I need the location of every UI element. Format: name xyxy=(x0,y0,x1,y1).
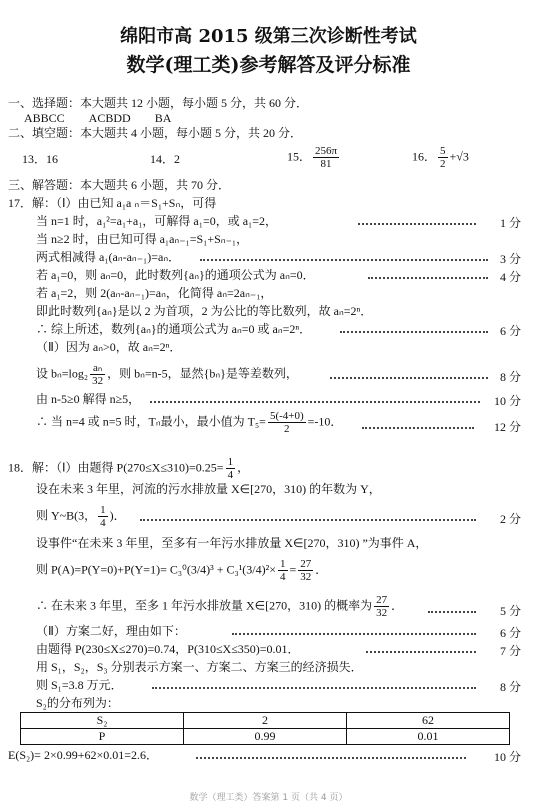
fill-answer-16-fraction xyxy=(438,145,448,170)
fill-answer-13: 13．16 xyxy=(22,152,59,166)
p17-score-1: 1 分 xyxy=(499,216,521,230)
distribution-table xyxy=(20,712,510,745)
p18-line-5-tail: ． xyxy=(315,562,328,577)
p18-line-10: 则 S₁=3.8 万元． xyxy=(36,678,123,692)
fill-answer-15-label: 15． xyxy=(287,149,312,164)
table-row xyxy=(21,713,510,729)
p18-line-8: 由题得 P(230≤X≤270)=0.74，P(310≤X≤350)=0.01． xyxy=(36,642,300,656)
p17-score-3: 3 分 xyxy=(499,252,521,266)
score-leader xyxy=(152,686,476,689)
fill-answer-16-label: 16． xyxy=(412,149,437,164)
fill-answer-15 xyxy=(287,145,341,170)
p18-line-1-tail: ， xyxy=(237,460,250,475)
p17-line-2: 当 n=1 时，a₁²=a₁+a₁，可解得 a₁=0，或 a₁=2， xyxy=(36,214,277,228)
fraction-numerator: 1 xyxy=(227,456,234,468)
p17-line-4: 两式相减得 a₁(aₙ-aₙ₋₁)=aₙ． xyxy=(36,250,181,264)
fraction-numerator: 27 xyxy=(376,594,388,606)
p18-line-3 xyxy=(36,504,126,529)
p18-line-3-tail: )． xyxy=(109,508,126,523)
p18-line-5-fraction-2 xyxy=(298,558,313,583)
table-cell: 62 xyxy=(347,713,510,729)
p18-score-6: 6 分 xyxy=(499,626,521,640)
p17-line-12-fraction xyxy=(268,410,306,435)
section-3-heading: 三、解答题：本大题共 6 小题，共 70 分． xyxy=(8,178,231,192)
fraction-denominator: 32 xyxy=(376,607,388,619)
fraction-denominator: 2 xyxy=(440,158,446,170)
fraction-numerator: 27 xyxy=(300,558,312,570)
score-leader xyxy=(150,400,480,403)
p17-line-3: 当 n≥2 时，由已知可得 a₁aₙ₋₁=S₁+Sₙ₋₁， xyxy=(36,232,249,246)
page-subtitle: 数学(理工类)参考解答及评分标准 xyxy=(126,54,411,76)
fraction-denominator: 4 xyxy=(227,469,234,481)
p17-score-10: 10 分 xyxy=(493,394,521,408)
section-1-heading: 一、选择题：本大题共 12 小题，每小题 5 分，共 60 分． xyxy=(8,96,309,110)
p17-line-8: ∴ 综上所述，数列{aₙ}的通项公式为 aₙ=0 或 aₙ=2ⁿ． xyxy=(36,322,312,336)
p17-line-12-head: ∴ 当 n=4 或 n=5 时，Tₙ最小，最小值为 T₅= xyxy=(36,414,266,429)
p18-score-10: 10 分 xyxy=(493,750,521,764)
fraction-denominator: 4 xyxy=(100,517,106,529)
p18-line-6 xyxy=(36,594,403,619)
p18-score-5: 5 分 xyxy=(499,604,521,618)
score-leader xyxy=(340,330,488,333)
fraction-denominator: 32 xyxy=(300,571,312,583)
p18-line-11: S₂的分布列为： xyxy=(36,696,119,710)
p18-score-2: 2 分 xyxy=(499,512,521,526)
p18-line-1-fraction xyxy=(226,456,236,481)
p18-line-7: （Ⅱ）方案二好，理由如下： xyxy=(36,624,186,638)
fill-answer-16-tail: +√3 xyxy=(449,149,469,164)
table-cell: 2 xyxy=(184,713,347,729)
p17-line-12-tail: =-10． xyxy=(307,414,343,429)
p18-line-5-head: 则 P(A)=P(Y=0)+P(Y=1)= C₃⁰(3/4)³ + C₃¹(3/4)²× xyxy=(36,562,277,577)
score-leader xyxy=(366,650,476,653)
choice-answers: ABBCC ACBDD BA xyxy=(24,111,172,125)
fraction-numerator: 256π xyxy=(315,145,338,157)
p18-line-1 xyxy=(8,456,249,481)
table-cell: S₂ xyxy=(21,713,184,729)
p18-score-7: 7 分 xyxy=(499,644,521,658)
score-leader xyxy=(140,518,476,521)
p17-line-9: （Ⅱ）因为 aₙ>0，故 aₙ=2ⁿ． xyxy=(36,340,182,354)
p17-line-10-fraction xyxy=(90,362,105,387)
fraction-numerator: aₙ xyxy=(90,362,105,375)
p17-score-8: 8 分 xyxy=(499,370,521,384)
page-title: 绵阳市高 2015 级第三次诊断性考试 xyxy=(120,26,417,47)
section-2-heading: 二、填空题：本大题共 4 小题，每小题 5 分，共 20 分． xyxy=(8,126,303,140)
score-leader xyxy=(358,222,476,225)
page-footer: 数学（理工类）答案第 1 页（共 4 页） xyxy=(189,793,348,803)
table-row xyxy=(21,729,510,745)
p18-line-6-head: ∴ 在未来 3 年里，至多 1 年污水排放量 X∈[270，310) 的概率为 xyxy=(36,598,373,613)
fraction-numerator: 1 xyxy=(100,504,106,516)
p17-score-4: 4 分 xyxy=(499,270,521,284)
p17-line-1: 17．解：（Ⅰ）由已知 a₁a ₙ＝S₁+Sₙ，可得 xyxy=(8,196,217,210)
table-cell: 0.01 xyxy=(347,729,510,745)
fill-answer-14: 14．2 xyxy=(150,152,181,166)
p18-line-3-head: 则 Y~B(3， xyxy=(36,508,97,523)
fill-answer-15-fraction xyxy=(313,145,339,170)
p18-score-8: 8 分 xyxy=(499,680,521,694)
score-leader xyxy=(196,756,466,759)
p18-line-6-tail: ． xyxy=(391,598,404,613)
p17-line-10-tail: ，则 bₙ=n-5，显然{bₙ}是等差数列， xyxy=(107,366,298,381)
p17-line-10 xyxy=(36,362,298,387)
p17-line-5: 若 a₁=0，则 aₙ=0，此时数列{aₙ}的通项公式为 aₙ=0． xyxy=(36,268,315,282)
score-leader xyxy=(362,426,474,429)
table-cell: P xyxy=(21,729,184,745)
p18-line-5 xyxy=(36,558,327,583)
score-leader xyxy=(200,258,488,261)
p17-score-12: 12 分 xyxy=(493,420,521,434)
p17-line-6: 若 a₁=2，则 2(aₙ-aₙ₋₁)=aₙ，化简得 aₙ=2aₙ₋₁， xyxy=(36,286,273,300)
p17-line-10-head: 设 bₙ=log₂ xyxy=(36,366,89,381)
score-leader xyxy=(232,632,476,635)
fraction-denominator: 4 xyxy=(280,571,286,583)
p18-line-5-equals: = xyxy=(289,562,297,577)
fraction-denominator: 32 xyxy=(92,375,104,387)
fraction-numerator: 5 xyxy=(440,145,446,157)
fill-answer-16 xyxy=(412,145,469,170)
p17-line-7: 即此时数列{aₙ}是以 2 为首项，2 为公比的等比数列，故 aₙ=2ⁿ． xyxy=(36,304,373,318)
p18-line-4: 设事件“在未来 3 年里，至多有一年污水排放量 X∈[270，310) ”为事件 A， xyxy=(36,536,428,550)
fraction-numerator: 1 xyxy=(280,558,286,570)
p17-line-11: 由 n-5≥0 解得 n≥5， xyxy=(36,392,141,406)
p18-line-12: E(S₂)= 2×0.99+62×0.01=2.6． xyxy=(8,748,159,762)
p18-line-2: 设在未来 3 年里，河流的污水排放量 X∈[270，310) 的年数为 Y， xyxy=(36,482,381,496)
fraction-numerator: 5(-4+0) xyxy=(269,410,304,422)
score-leader xyxy=(330,376,488,379)
fraction-denominator: 2 xyxy=(284,423,290,435)
p18-line-6-fraction xyxy=(374,594,389,619)
table-cell: 0.99 xyxy=(184,729,347,745)
p18-line-9: 用 S₁，S₂，S₃ 分别表示方案一、方案二、方案三的经济损失． xyxy=(36,660,363,674)
score-leader xyxy=(428,610,476,613)
p17-line-12 xyxy=(36,410,342,435)
p18-line-5-fraction-1 xyxy=(278,558,288,583)
fraction-denominator: 81 xyxy=(320,158,332,170)
p18-line-3-fraction xyxy=(98,504,108,529)
score-leader xyxy=(368,276,488,279)
p18-line-1-head: 18．解：（Ⅰ）由题得 P(270≤X≤310)=0.25= xyxy=(8,460,224,475)
p17-score-6: 6 分 xyxy=(499,324,521,338)
